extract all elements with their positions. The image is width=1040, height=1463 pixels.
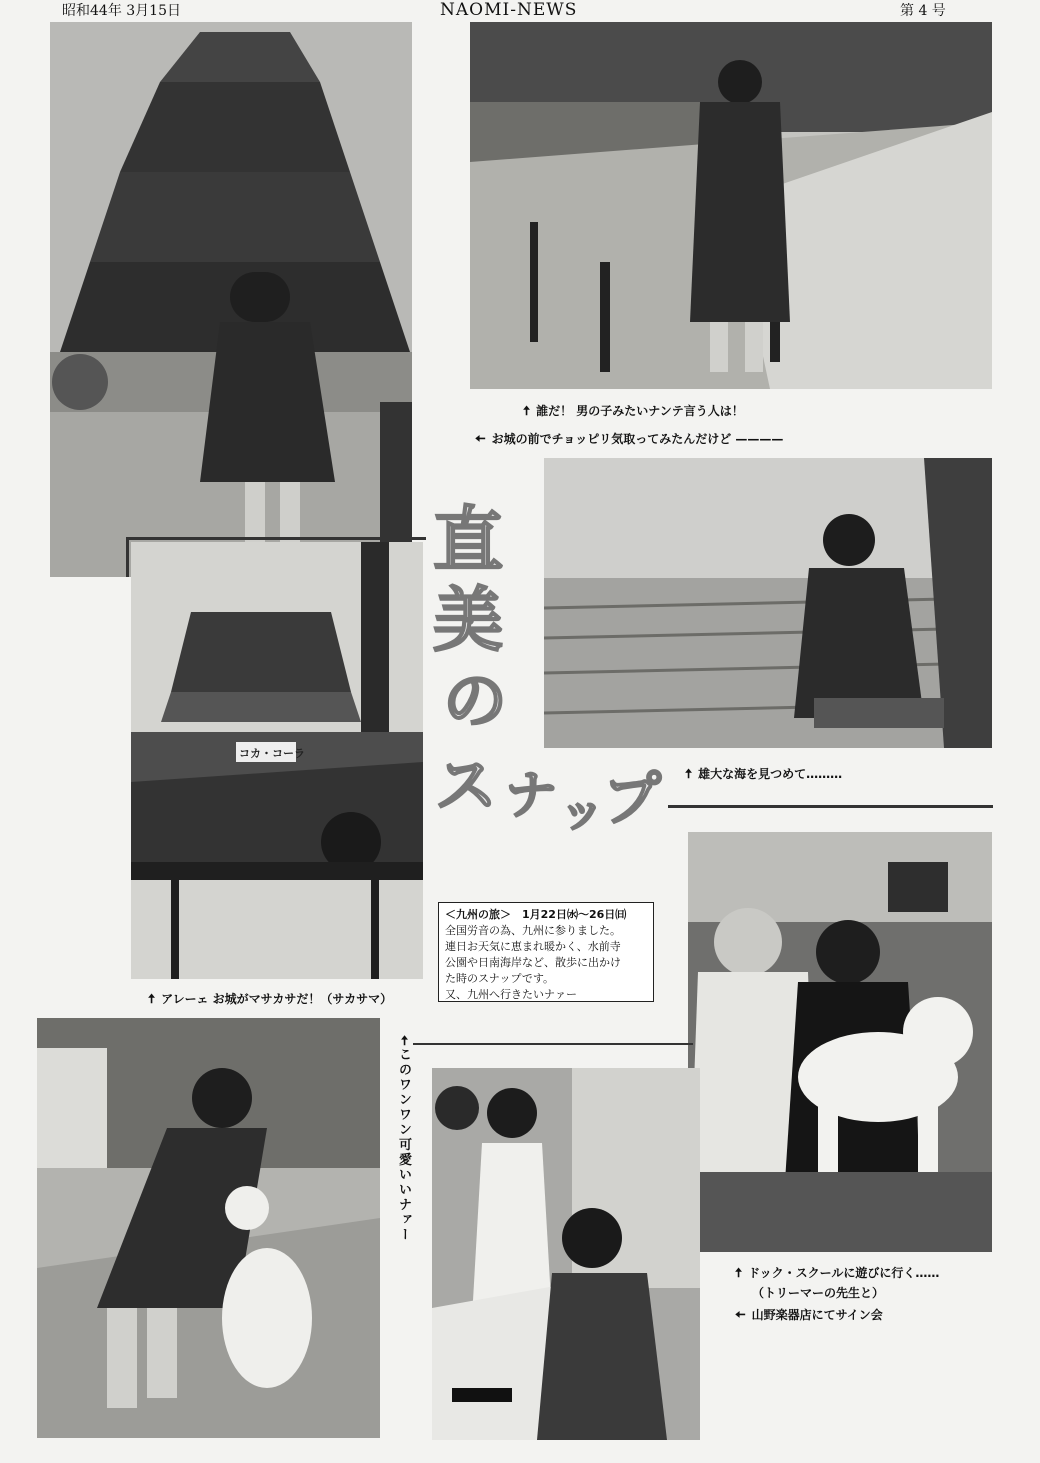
masthead: NAOMI-NEWS xyxy=(440,0,578,20)
issue-number: 第 4 号 xyxy=(900,3,946,19)
arrow-left-icon: 🠄 xyxy=(475,432,486,447)
photo-garden xyxy=(470,22,992,389)
trip-info-box xyxy=(438,902,654,1002)
title-char: 美 xyxy=(433,579,503,661)
photo-street-dog xyxy=(37,1018,380,1438)
frame-line-top xyxy=(413,1043,693,1045)
photo-poodle xyxy=(688,832,992,1252)
arrow-up-icon: 🠅 xyxy=(523,404,531,419)
title-char: 直 xyxy=(433,499,503,581)
arrow-up-icon: 🠅 xyxy=(685,767,693,782)
title-char: ス xyxy=(435,749,498,822)
arrow-up-icon: 🠅 xyxy=(735,1266,743,1281)
caption-sea: 🠅 雄大な海を見つめて……… xyxy=(685,767,843,782)
caption-dog-school: 🠅 ドック・スクールに遊びに行く…… xyxy=(735,1266,940,1281)
arrow-left-icon: 🠄 xyxy=(735,1308,746,1323)
trip-text-line: た時のスナップです。 xyxy=(445,972,555,985)
arrow-up-icon: 🠅 xyxy=(148,992,156,1007)
trip-text-line: 公園や日南海岸など、散歩に出かけ xyxy=(445,956,621,969)
photo-castle-pose xyxy=(50,22,412,577)
photo-bench xyxy=(131,542,423,979)
title-char: プ xyxy=(603,765,662,833)
divider xyxy=(668,805,993,808)
caption-castle: 🠄 お城の前でチョッピリ気取ってみたんだけど ———— xyxy=(475,432,784,447)
title-char: の xyxy=(443,665,507,739)
photo-autograph-session xyxy=(432,1068,700,1440)
frame-line-top xyxy=(126,537,426,540)
title-char: ッ xyxy=(560,786,604,837)
caption-trimmer: （トリーマーの先生と） xyxy=(752,1286,885,1300)
page-title xyxy=(425,499,670,895)
trip-heading: ＜九州の旅＞ 1月22日㈬〜26日㈰ xyxy=(445,908,627,921)
trip-text-line: 連日お天気に恵まれ暖かく、水前寺 xyxy=(445,940,621,953)
trip-text-line: 全国労音の為、九州に参りました。 xyxy=(445,924,621,937)
caption-not-a-boy: 🠅 誰だ！ 男の子みたいナンテ言う人は！ xyxy=(523,404,744,419)
issue-date: 昭和44年 3月15日 xyxy=(62,3,181,19)
caption-cute-dog: 🠄このワンワン可愛いいナァー xyxy=(396,1035,411,1243)
arrow-left-icon: 🠄 xyxy=(396,1035,411,1048)
caption-sign-event: 🠄 山野楽器店にてサイン会 xyxy=(735,1308,883,1323)
caption-bench: 🠅 アレーェ お城がマサカサだ！（サカサマ） xyxy=(148,992,393,1007)
frame-line-left xyxy=(126,537,129,577)
title-char: ナ xyxy=(505,766,558,826)
trip-text-line: 又、九州へ行きたいナァー xyxy=(445,988,577,1001)
coca-cola-sign: コカ・コーラ xyxy=(239,747,305,760)
